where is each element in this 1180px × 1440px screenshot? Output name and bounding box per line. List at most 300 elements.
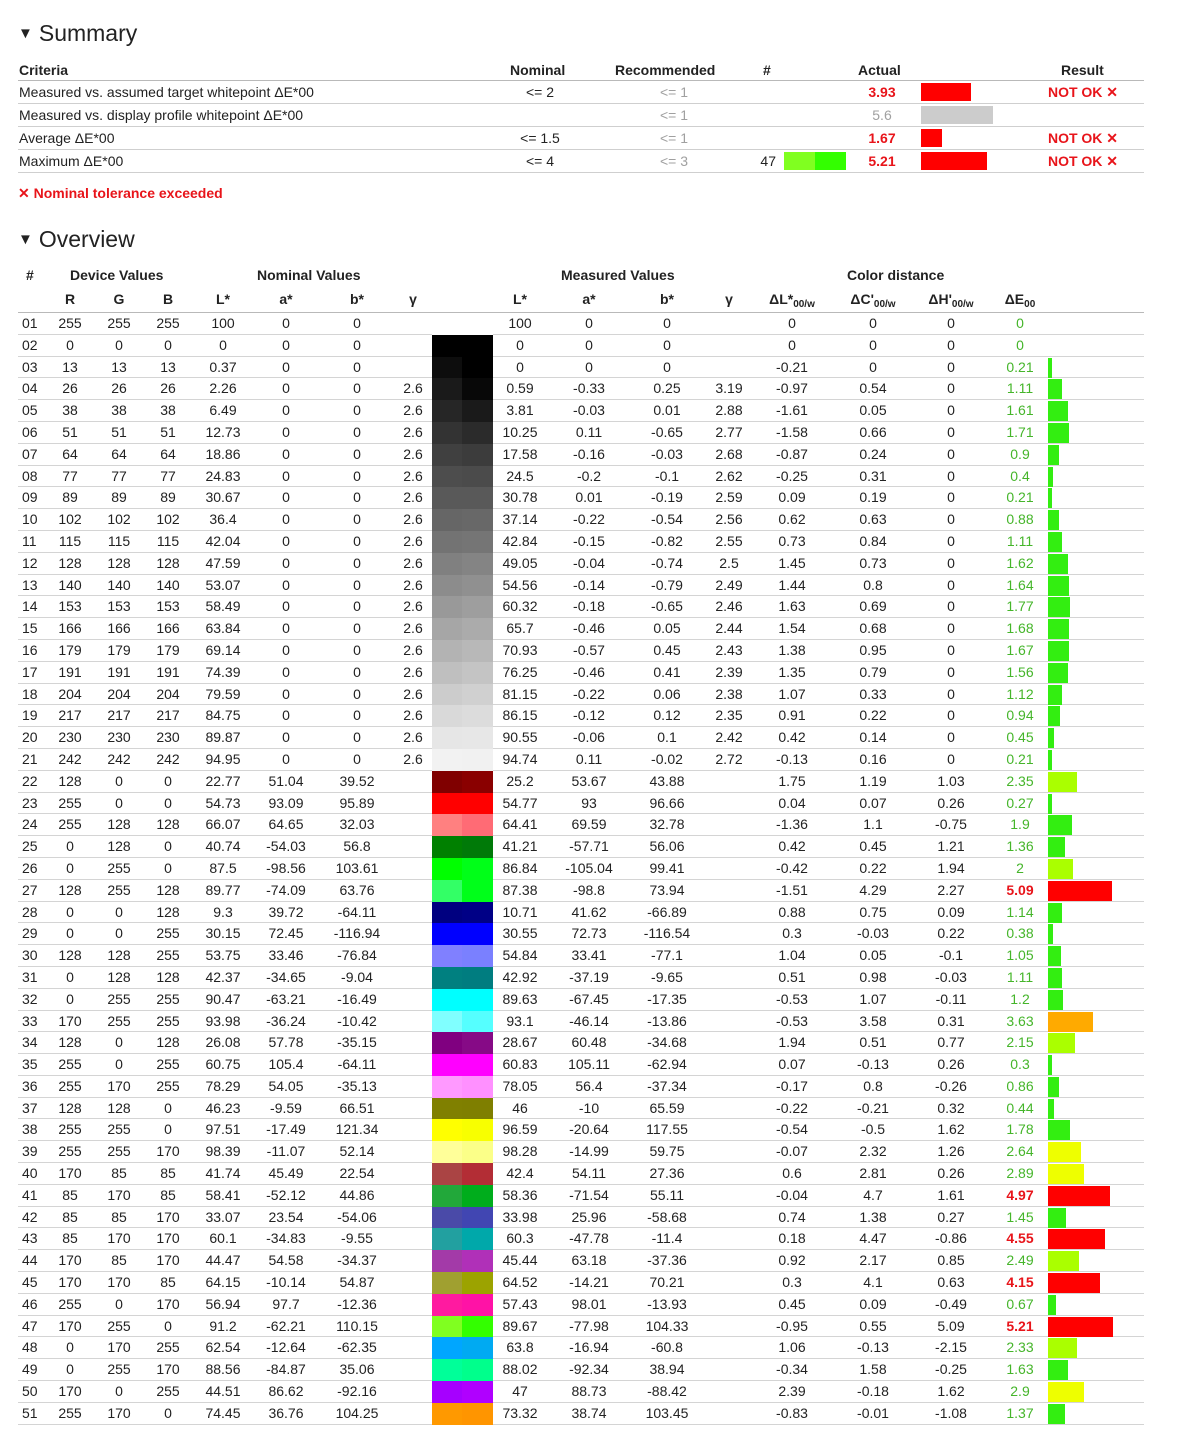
table-row: [18, 945, 1144, 967]
nominal-b-cell: 56.8: [343, 838, 371, 855]
nominal-a-cell: 0: [282, 489, 290, 506]
table-row: [18, 487, 1144, 509]
nominal-color-swatch: [432, 596, 462, 618]
device-r-cell: 128: [58, 947, 82, 964]
measured-a-cell: -10: [578, 1099, 600, 1116]
delta-l-cell: 0.88: [778, 903, 806, 920]
table-row: [18, 771, 1144, 793]
table-row: [18, 662, 1144, 684]
delta-e-bar: [1048, 510, 1059, 530]
delta-l-cell: 2.39: [778, 1383, 806, 1400]
delta-h-cell: 0: [947, 315, 955, 331]
nominal-color-swatch: [432, 1054, 462, 1076]
nominal-color-swatch: [432, 553, 462, 575]
device-b-cell: 0: [164, 1099, 172, 1116]
device-g-cell: 115: [107, 532, 131, 549]
device-r-cell: 255: [58, 1056, 82, 1073]
measured-l-cell: 64.41: [502, 816, 538, 833]
device-r-cell: 153: [58, 598, 82, 615]
delta-c-cell: 0.24: [859, 445, 887, 462]
delta-e-bar: [1048, 946, 1061, 966]
nominal-gamma-cell: 2.6: [403, 402, 423, 419]
nominal-a-cell: -12.64: [266, 1339, 306, 1356]
measured-a-cell: -0.46: [573, 663, 605, 680]
device-g-cell: 51: [111, 423, 127, 440]
delta-c-cell: 0.54: [859, 380, 887, 397]
nominal-gamma-cell: 2.6: [403, 554, 423, 571]
nominal-a-header: a*: [279, 291, 293, 307]
nominal-b-cell: 0: [353, 707, 361, 724]
delta-l-cell: -0.95: [776, 1317, 808, 1334]
device-g-cell: 255: [107, 1143, 131, 1160]
delta-e-cell: 2.33: [1006, 1339, 1034, 1356]
delta-c-cell: 0.09: [859, 1295, 887, 1312]
delta-e-cell: 2.89: [1006, 1165, 1034, 1182]
delta-l-cell: 0.92: [778, 1252, 806, 1269]
device-r-cell: 0: [66, 859, 74, 876]
delta-l-cell: 0.51: [778, 968, 806, 985]
delta-l-cell: 1.07: [778, 685, 806, 702]
delta-e-bar: [1048, 358, 1052, 378]
nominal-color-swatch: [432, 836, 462, 858]
patch-number-cell: 26: [22, 859, 38, 876]
device-b-cell: 128: [156, 816, 180, 833]
summary-row: [18, 81, 1144, 104]
measured-color-swatch: [462, 1250, 493, 1272]
measured-b-cell: 0.1: [657, 729, 677, 746]
delta-e-cell: 1.14: [1006, 903, 1034, 920]
measured-color-swatch: [462, 618, 493, 640]
nominal-b-cell: 0: [353, 685, 361, 702]
measured-a-cell: 33.41: [571, 947, 607, 964]
nominal-a-cell: -9.59: [270, 1099, 302, 1116]
table-row: [18, 444, 1144, 466]
measured-color-swatch: [462, 727, 493, 749]
nominal-b-cell: -9.04: [341, 968, 373, 985]
measured-b-cell: -17.35: [647, 990, 687, 1007]
device-b-cell: 255: [156, 1339, 180, 1356]
delta-e-bar: [1048, 924, 1053, 944]
nominal-a-cell: 36.76: [268, 1404, 304, 1421]
measured-a-cell: 0: [585, 336, 593, 353]
measured-b-cell: 0: [663, 336, 671, 353]
measured-a-cell: -14.21: [569, 1274, 609, 1291]
delta-l-cell: 0.73: [778, 532, 806, 549]
nominal-l-cell: 74.45: [205, 1404, 241, 1421]
delta-l-cell: 0: [788, 315, 796, 331]
measured-b-cell: 0.41: [653, 663, 681, 680]
device-g-cell: 0: [115, 903, 123, 920]
summary-header-row: [18, 56, 1144, 81]
measured-a-cell: -16.94: [569, 1339, 609, 1356]
delta-h-cell: -0.1: [938, 947, 964, 964]
nominal-gamma-cell: 2.6: [403, 467, 423, 484]
recommended-header: Recommended: [615, 62, 716, 78]
device-g-cell: 0: [115, 772, 123, 789]
measured-l-cell: 0: [516, 358, 524, 375]
table-row: [18, 967, 1144, 989]
measured-l-cell: 33.98: [502, 1208, 538, 1225]
measured-b-cell: 103.45: [645, 1404, 689, 1421]
overview-table: [18, 264, 1144, 1425]
device-b-cell: 255: [156, 315, 180, 331]
summary-table: [18, 56, 1144, 173]
measured-a-cell: -0.16: [573, 445, 605, 462]
patch-number-cell: 12: [22, 554, 38, 571]
nominal-l-cell: 89.77: [205, 881, 241, 898]
delta-h-cell: -0.25: [935, 1361, 967, 1378]
measured-b-cell: 65.59: [649, 1099, 685, 1116]
nominal-l-cell: 54.73: [205, 794, 241, 811]
nominal-l-cell: 36.4: [209, 511, 237, 528]
device-r-cell: 64: [62, 445, 78, 462]
measured-color-swatch: [462, 684, 493, 706]
device-r-cell: 255: [58, 1077, 82, 1094]
nominal-a-cell: 0: [282, 750, 290, 767]
nominal-color-swatch: [432, 1207, 462, 1229]
delta-c-cell: 0.33: [859, 685, 887, 702]
delta-e-bar: [1048, 1229, 1105, 1249]
nominal-a-cell: 0: [282, 423, 290, 440]
delta-e-bar: [1048, 663, 1068, 683]
device-b-cell: 13: [160, 358, 176, 375]
nominal-color-swatch: [432, 444, 462, 466]
delta-e-bar: [1048, 1142, 1081, 1162]
measured-l-cell: 25.2: [506, 772, 534, 789]
measured-a-cell: 72.73: [571, 925, 607, 942]
delta-c-cell: -0.13: [857, 1339, 889, 1356]
measured-gamma-cell: 2.88: [715, 402, 743, 419]
delta-l-cell: 1.35: [778, 663, 806, 680]
delta-e-bar: [1048, 1077, 1059, 1097]
delta-e-cell: 4.55: [1006, 1230, 1034, 1247]
measured-l-cell: 41.21: [502, 838, 538, 855]
nominal-color-swatch: [432, 662, 462, 684]
delta-h-cell: 0: [947, 620, 955, 637]
summary-recommended: <= 1: [659, 107, 689, 123]
device-g-cell: 255: [107, 1317, 131, 1334]
overview-toggle[interactable]: [18, 226, 135, 253]
nominal-l-cell: 18.86: [205, 445, 241, 462]
delta-e-cell: 2: [1016, 859, 1024, 876]
measured-b-cell: 99.41: [649, 859, 685, 876]
measured-a-cell: -0.2: [576, 467, 602, 484]
device-r-cell: 115: [58, 532, 82, 549]
nominal-b-cell: 0: [353, 511, 361, 528]
device-b-cell: 0: [164, 794, 172, 811]
measured-color-swatch: [462, 902, 493, 924]
delta-e-bar: [1048, 1251, 1079, 1271]
device-g-cell: 64: [111, 445, 127, 462]
patch-number-cell: 47: [22, 1317, 38, 1334]
delta-e-bar: [1048, 1033, 1075, 1053]
nominal-l-cell: 33.07: [205, 1208, 241, 1225]
table-row: [18, 1163, 1144, 1185]
measured-b-cell: 104.33: [645, 1317, 689, 1334]
nominal-color-swatch: [432, 684, 462, 706]
delta-e-cell: 5.21: [1006, 1317, 1034, 1334]
summary-actual: 1.67: [868, 130, 896, 146]
delta-c-cell: -0.13: [857, 1056, 889, 1073]
delta-h-cell: 0: [947, 532, 955, 549]
delta-l-cell: 1.45: [778, 554, 806, 571]
delta-l-cell: 0.18: [778, 1230, 806, 1247]
delta-c-cell: 0.98: [859, 968, 887, 985]
measured-gamma-cell: 2.44: [715, 620, 743, 637]
measured-a-cell: 25.96: [571, 1208, 607, 1225]
measured-b-cell: -0.65: [651, 598, 683, 615]
nominal-color-swatch: [432, 1359, 462, 1381]
delta-c-cell: 2.32: [859, 1143, 887, 1160]
table-row: [18, 858, 1144, 880]
summary-actual: 5.6: [872, 107, 892, 123]
nominal-l-cell: 89.87: [205, 729, 241, 746]
nominal-gamma-cell: 2.6: [403, 729, 423, 746]
measured-color-swatch: [462, 487, 493, 509]
delta-e-cell: 0.21: [1006, 358, 1034, 375]
nominal-l-cell: 41.74: [205, 1165, 241, 1182]
nominal-gamma-cell: 2.6: [403, 380, 423, 397]
device-g-cell: 38: [111, 402, 127, 419]
measured-a-cell: -0.04: [573, 554, 605, 571]
nominal-gamma-cell: 2.6: [403, 641, 423, 658]
measured-l-header: L*: [513, 291, 527, 307]
measured-color-swatch: [462, 1011, 493, 1033]
delta-e-cell: 4.97: [1006, 1186, 1034, 1203]
delta-e-bar: [1048, 903, 1062, 923]
measured-gamma-cell: 2.62: [715, 467, 743, 484]
table-row: [18, 1054, 1144, 1076]
measured-color-swatch: [462, 793, 493, 815]
delta-e-cell: 0.4: [1010, 467, 1030, 484]
nominal-l-cell: 26.08: [205, 1034, 241, 1051]
nominal-color-swatch: [432, 531, 462, 553]
patch-number-cell: 11: [22, 532, 37, 549]
device-g-cell: 255: [107, 1361, 131, 1378]
device-b-cell: 128: [156, 968, 180, 985]
nominal-b-cell: -12.36: [337, 1295, 377, 1312]
measured-color-swatch: [462, 1032, 493, 1054]
measured-a-cell: -77.98: [569, 1317, 609, 1334]
delta-c-cell: 0.68: [859, 620, 887, 637]
patch-number-cell: 09: [22, 489, 38, 506]
collapse-triangle-icon: ▼: [18, 25, 33, 42]
measured-b-cell: -9.65: [651, 968, 683, 985]
measured-l-cell: 100: [508, 315, 532, 331]
nominal-a-cell: 105.4: [268, 1056, 304, 1073]
delta-l-cell: 1.38: [778, 641, 806, 658]
device-r-cell: 85: [62, 1186, 78, 1203]
patch-number-cell: 22: [22, 772, 38, 789]
nominal-gamma-cell: 2.6: [403, 532, 423, 549]
measured-a-cell: 0: [585, 358, 593, 375]
device-g-cell: 255: [107, 990, 131, 1007]
device-g-cell: 217: [107, 707, 131, 724]
measured-color-swatch: [462, 1163, 493, 1185]
delta-c-cell: 0.95: [859, 641, 887, 658]
device-r-cell: 204: [58, 685, 82, 702]
device-r-cell: 128: [58, 1034, 82, 1051]
table-row: [18, 1076, 1144, 1098]
delta-l-cell: 0: [788, 336, 796, 353]
measured-a-cell: -0.12: [573, 707, 605, 724]
delta-l-cell: 1.04: [778, 947, 806, 964]
nominal-l-cell: 93.98: [205, 1012, 241, 1029]
measured-color-swatch: [462, 1359, 493, 1381]
summary-actual: 3.93: [868, 84, 896, 100]
measured-gamma-cell: 3.19: [715, 380, 743, 397]
delta-c-cell: 0.05: [859, 402, 887, 419]
delta-h-cell: 0: [947, 511, 955, 528]
measured-a-cell: 0.11: [575, 423, 603, 440]
table-row: [18, 1228, 1144, 1250]
nominal-a-cell: -74.09: [266, 881, 306, 898]
table-row: [18, 1207, 1144, 1229]
nominal-a-cell: 0: [282, 707, 290, 724]
measured-color-swatch: [462, 1185, 493, 1207]
nominal-color-swatch: [432, 967, 462, 989]
delta-c-cell: -0.03: [857, 925, 889, 942]
device-g-cell: 0: [115, 1383, 123, 1400]
delta-e-cell: 1.45: [1006, 1208, 1034, 1225]
delta-e-bar: [1048, 837, 1065, 857]
measured-l-cell: 94.74: [502, 750, 538, 767]
delta-h-cell: 5.09: [937, 1317, 965, 1334]
nominal-b-cell: -92.16: [337, 1383, 377, 1400]
device-r-cell: 179: [58, 641, 82, 658]
delta-e-bar: [1048, 815, 1072, 835]
measured-b-cell: 0: [663, 358, 671, 375]
measured-values-header: Measured Values: [561, 267, 675, 283]
delta-h-cell: 0.77: [937, 1034, 965, 1051]
device-g-cell: 204: [107, 685, 131, 702]
delta-e-cell: 0.94: [1006, 707, 1034, 724]
summary-actual-bar: [921, 129, 942, 147]
delta-e-bar: [1048, 1099, 1054, 1119]
device-b-cell: 128: [156, 881, 180, 898]
patch-number-cell: 29: [22, 925, 38, 942]
delta-h-cell: 1.62: [937, 1121, 965, 1138]
nominal-l-cell: 0: [219, 336, 227, 353]
table-row: [18, 596, 1144, 618]
measured-color-swatch: [462, 1403, 493, 1425]
measured-l-cell: 58.36: [502, 1186, 538, 1203]
measured-b-cell: 0.25: [653, 380, 681, 397]
nominal-a-cell: 0: [282, 729, 290, 746]
table-row: [18, 836, 1144, 858]
nominal-color-swatch: [432, 1163, 462, 1185]
delta-c-cell: 1.07: [859, 990, 887, 1007]
device-r-cell: 255: [58, 315, 82, 331]
nominal-l-cell: 56.94: [205, 1295, 241, 1312]
table-row: [18, 422, 1144, 444]
delta-h-cell: 0.32: [937, 1099, 965, 1116]
measured-a-cell: -71.54: [569, 1186, 609, 1203]
measured-color-swatch: [462, 814, 493, 836]
device-g-cell: 191: [107, 663, 131, 680]
device-b-cell: 85: [160, 1165, 176, 1182]
summary-criteria: Measured vs. display profile whitepoint ΔE*00: [19, 107, 304, 123]
measured-color-swatch: [462, 923, 493, 945]
summary-toggle[interactable]: [18, 20, 137, 47]
measured-color-swatch: [462, 400, 493, 422]
delta-l-cell: 1.63: [778, 598, 806, 615]
measured-l-cell: 89.67: [502, 1317, 538, 1334]
patch-number-cell: 13: [22, 576, 38, 593]
device-b-cell: 255: [156, 1012, 180, 1029]
device-b-cell: 179: [156, 641, 180, 658]
patch-number-cell: 41: [22, 1186, 38, 1203]
measured-a-cell: -0.14: [573, 576, 605, 593]
delta-c-cell: 1.1: [863, 816, 883, 833]
nominal-a-cell: -63.21: [266, 990, 306, 1007]
measured-color-swatch: [462, 378, 493, 400]
table-row: [18, 1294, 1144, 1316]
nominal-a-cell: 51.04: [268, 772, 304, 789]
nominal-l-cell: 84.75: [205, 707, 241, 724]
patch-number-cell: 16: [22, 641, 38, 658]
nominal-a-cell: 0: [282, 511, 290, 528]
nominal-a-cell: -34.83: [266, 1230, 306, 1247]
delta-e-cell: 2.35: [1006, 772, 1034, 789]
delta-l-cell: -0.83: [776, 1404, 808, 1421]
patch-number-cell: 15: [22, 620, 38, 637]
measured-a-cell: 53.67: [571, 772, 607, 789]
measured-b-cell: 27.36: [649, 1165, 685, 1182]
device-b-cell: 170: [156, 1252, 180, 1269]
delta-e-header: $\Delta E_{00}$: [1004, 291, 1036, 310]
device-b-cell: 153: [156, 598, 180, 615]
device-b-cell: 85: [160, 1186, 176, 1203]
device-r-cell: 0: [66, 336, 74, 353]
delta-l-cell: 1.75: [778, 772, 806, 789]
measured-gamma-cell: 2.38: [715, 685, 743, 702]
measured-gamma-cell: 2.59: [715, 489, 743, 506]
measured-l-cell: 28.67: [502, 1034, 538, 1051]
patch-number-cell: 17: [22, 663, 38, 680]
nominal-b-cell: -116.94: [333, 925, 381, 942]
nominal-a-cell: 0: [282, 641, 290, 658]
table-row: [18, 313, 1144, 335]
measured-color-swatch: [462, 509, 493, 531]
device-b-cell: 255: [156, 925, 180, 942]
delta-h-cell: -0.26: [935, 1077, 967, 1094]
measured-b-header: b*: [660, 291, 674, 307]
measured-color-swatch: [462, 596, 493, 618]
nominal-l-cell: 2.26: [209, 380, 237, 397]
measured-a-cell: 38.74: [571, 1404, 607, 1421]
device-r-cell: 191: [58, 663, 82, 680]
g-header: G: [113, 291, 125, 307]
measured-a-cell: -92.34: [569, 1361, 609, 1378]
device-r-cell: 0: [66, 838, 74, 855]
measured-a-cell: -0.57: [573, 641, 605, 658]
summary-nominal: <= 1.5: [520, 130, 560, 146]
device-g-cell: 170: [107, 1404, 131, 1421]
device-r-cell: 170: [58, 1012, 82, 1029]
delta-l-cell: -1.58: [776, 423, 808, 440]
nominal-b-cell: 22.54: [339, 1165, 375, 1182]
device-r-cell: 166: [58, 620, 82, 637]
delta-l-cell: 1.54: [778, 620, 806, 637]
delta-e-cell: 0: [1016, 315, 1024, 331]
device-b-cell: 51: [160, 423, 176, 440]
nominal-gamma-cell: 2.6: [403, 750, 423, 767]
device-b-cell: 77: [160, 467, 176, 484]
patch-number-cell: 38: [22, 1121, 38, 1138]
measured-a-cell: -0.15: [573, 532, 605, 549]
delta-c-cell: 0.55: [859, 1317, 887, 1334]
